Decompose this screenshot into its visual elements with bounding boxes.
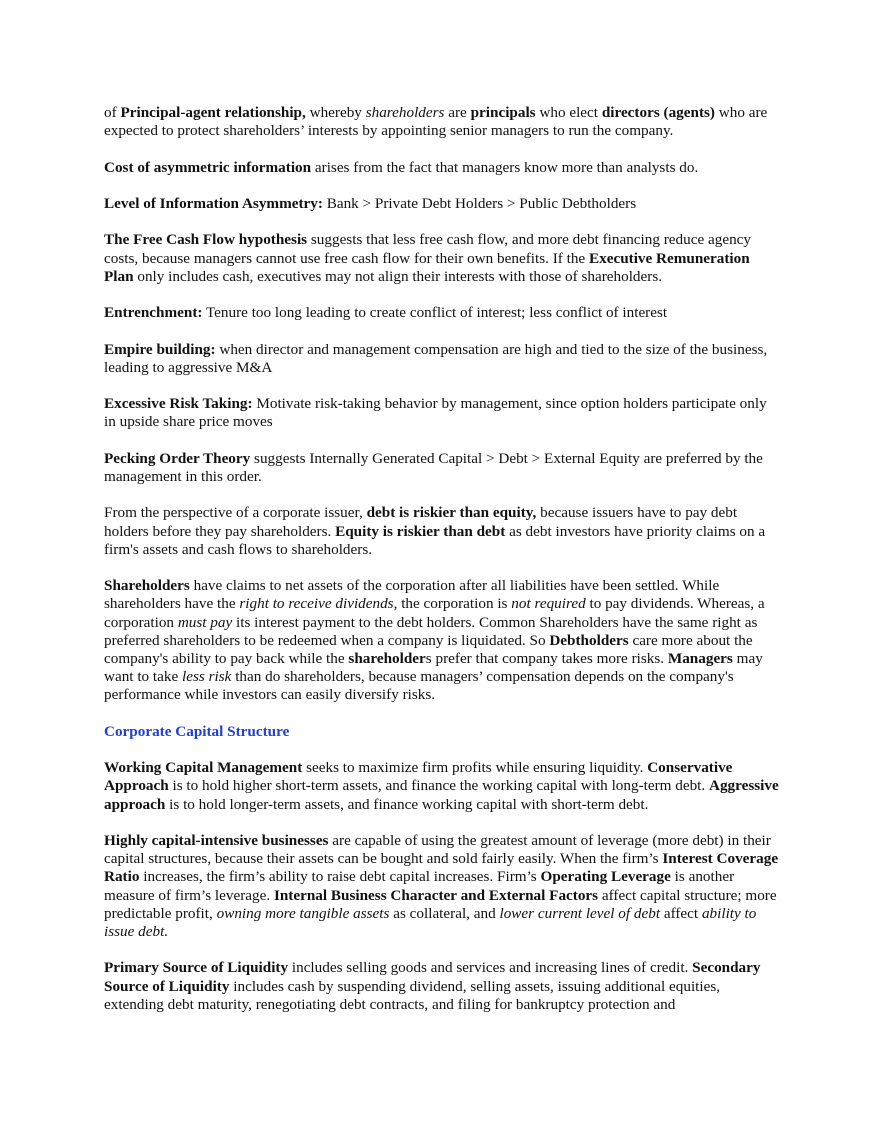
paragraph-shareholders (104, 577, 780, 704)
text-run: as collateral, and (389, 904, 500, 922)
text-run: Tenure too long leading to create conflict of interest; less conflict of interest (202, 304, 668, 322)
bold-term: Equity is riskier than debt (335, 522, 506, 540)
text-run: of (104, 104, 121, 121)
bold-term: Secondary Source of Liquidity (104, 959, 761, 995)
italic-text: lower current level of debt (499, 904, 661, 922)
paragraph-capital-intensive (104, 832, 780, 941)
paragraph-principal-agent (104, 104, 780, 140)
text-run: is to hold higher short-term assets, and finance the working capital with long-term debt. (168, 777, 709, 795)
paragraph-liquidity-sources (104, 959, 780, 1014)
bold-term: Cost of asymmetric information (104, 158, 312, 176)
text-run: arises from the fact that managers know more than analysts do. (311, 158, 699, 176)
bold-term: Internal Business Character and External Factors (273, 886, 599, 904)
italic-text: owning more tangible assets (216, 904, 390, 922)
paragraph-asymmetric-information (104, 159, 780, 177)
text-run: are capable of using the greatest amount of leverage (more debt) in their capital structures, because their assets can be bought and sold fairly easily. When the firm’s (104, 831, 771, 868)
bold-term: Pecking Order Theory (104, 449, 251, 467)
bold-term: Executive Remuneration Plan (104, 249, 750, 285)
bold-term: Interest Coverage Ratio (104, 850, 779, 886)
text-run: are (444, 104, 471, 121)
text-run: seeks to maximize firm profits while ensuring liquidity. (302, 759, 648, 777)
text-run: is to hold longer-term assets, and finance working capital with short-term debt. (165, 795, 649, 813)
text-run: includes selling goods and services and increasing lines of credit. (288, 959, 693, 977)
bold-term: Level of Information Asymmetry: (104, 194, 323, 212)
text-run: suggests that less free cash flow, and more debt financing reduce agency costs, because managers cannot use free cash flow for their own benefits. If the (104, 231, 752, 267)
bold-term: Debtholders (549, 631, 629, 649)
bold-term: shareholder (348, 649, 426, 667)
text-run: only includes cash, executives may not align their interests with those of shareholders. (133, 267, 663, 285)
paragraph-free-cash-flow (104, 231, 780, 286)
bold-term: The Free Cash Flow hypothesis (104, 231, 308, 249)
text-run: care more about the company's ability to pay back while the (104, 631, 753, 667)
text-run: Bank > Private Debt Holders > Public Debtholders (322, 194, 637, 212)
italic-text: less risk (182, 668, 232, 686)
section-heading (104, 723, 780, 741)
text-run: whereby (305, 104, 366, 121)
bold-term: Shareholders (104, 577, 190, 595)
bold-term: Operating Leverage (540, 868, 671, 886)
bold-term: Principal-agent relationship, (120, 104, 306, 121)
paragraph-working-capital (104, 759, 780, 814)
paragraph-pecking-order (104, 450, 780, 486)
italic-text: not required (511, 595, 586, 613)
bold-term: Working Capital Management (104, 759, 303, 777)
paragraph-empire-building (104, 341, 780, 377)
bold-term: debt is riskier than equity, (366, 504, 537, 522)
text-run: affect (660, 904, 702, 922)
italic-text: ability to issue debt. (104, 904, 757, 940)
text-run: have claims to net assets of the corporation after all liabilities have been settled. While shareholders have the (104, 577, 720, 613)
bold-term: Primary Source of Liquidity (104, 959, 289, 977)
paragraph-entrenchment (104, 304, 780, 322)
text-run: , the corporation is (393, 595, 512, 613)
text-run: affect capital structure; more predictable profit, (104, 886, 777, 922)
text-run: is another measure of firm’s leverage. (104, 868, 735, 904)
text-run: From the perspective of a corporate issuer, (104, 504, 367, 522)
text-run: to pay dividends. Whereas, a corporation (104, 595, 765, 631)
text-run: Corporate Capital Structure (104, 722, 290, 740)
italic-text: right to receive dividends (239, 595, 394, 613)
text-run: because issuers have to pay debt holders before they pay shareholders. (104, 504, 738, 540)
paragraph-information-asymmetry-level (104, 195, 780, 213)
bold-term: principals (470, 104, 536, 121)
text-run: may want to take (104, 649, 763, 686)
text-run: when director and management compensation are high and tied to the size of the business, leading to aggressive M&A (104, 340, 768, 376)
bold-term: Aggressive approach (104, 777, 779, 813)
italic-text: must pay (177, 613, 233, 631)
bold-term: Excessive Risk Taking: (104, 395, 253, 413)
bold-term: Highly capital-intensive businesses (104, 831, 329, 849)
document-page (104, 104, 780, 1032)
bold-term: Empire building: (104, 340, 216, 358)
text-run: its interest payment to the debt holders. Common Shareholders have the same right as preferred shareholders to be redeemed when a company is liquidated. So (104, 613, 758, 649)
text-run: increases, the firm’s ability to raise debt capital increases. Firm’s (139, 868, 541, 886)
text-run: who elect (535, 104, 602, 121)
text-run: Motivate risk-taking behavior by management, since option holders participate only in upside share price moves (104, 395, 767, 431)
text-run: who are expected to protect shareholders’ interests by appointing senior managers to run the company. (104, 104, 768, 140)
italic-text: shareholders (365, 104, 445, 121)
bold-term: Entrenchment: (104, 304, 203, 322)
bold-term: directors (agents) (601, 104, 715, 121)
paragraph-excessive-risk (104, 395, 780, 431)
text-run: includes cash by suspending dividend, selling assets, issuing additional equities, extending debt maturity, renegotiating debt contracts, and filing for bankruptcy protection and (104, 977, 721, 1013)
text-run: than do shareholders, because managers’ compensation depends on the company's performance while investors can easily diversify risks. (104, 668, 734, 704)
paragraph-debt-vs-equity (104, 504, 780, 559)
text-run: suggests Internally Generated Capital > Debt > External Equity are preferred by the management in this order. (104, 449, 763, 485)
bold-term: Managers (667, 649, 733, 667)
text-run: as debt investors have priority claims on a firm's assets and cash flows to shareholders. (104, 522, 766, 558)
bold-term: Conservative Approach (104, 759, 733, 795)
text-run: s prefer that company takes more risks. (425, 649, 668, 667)
